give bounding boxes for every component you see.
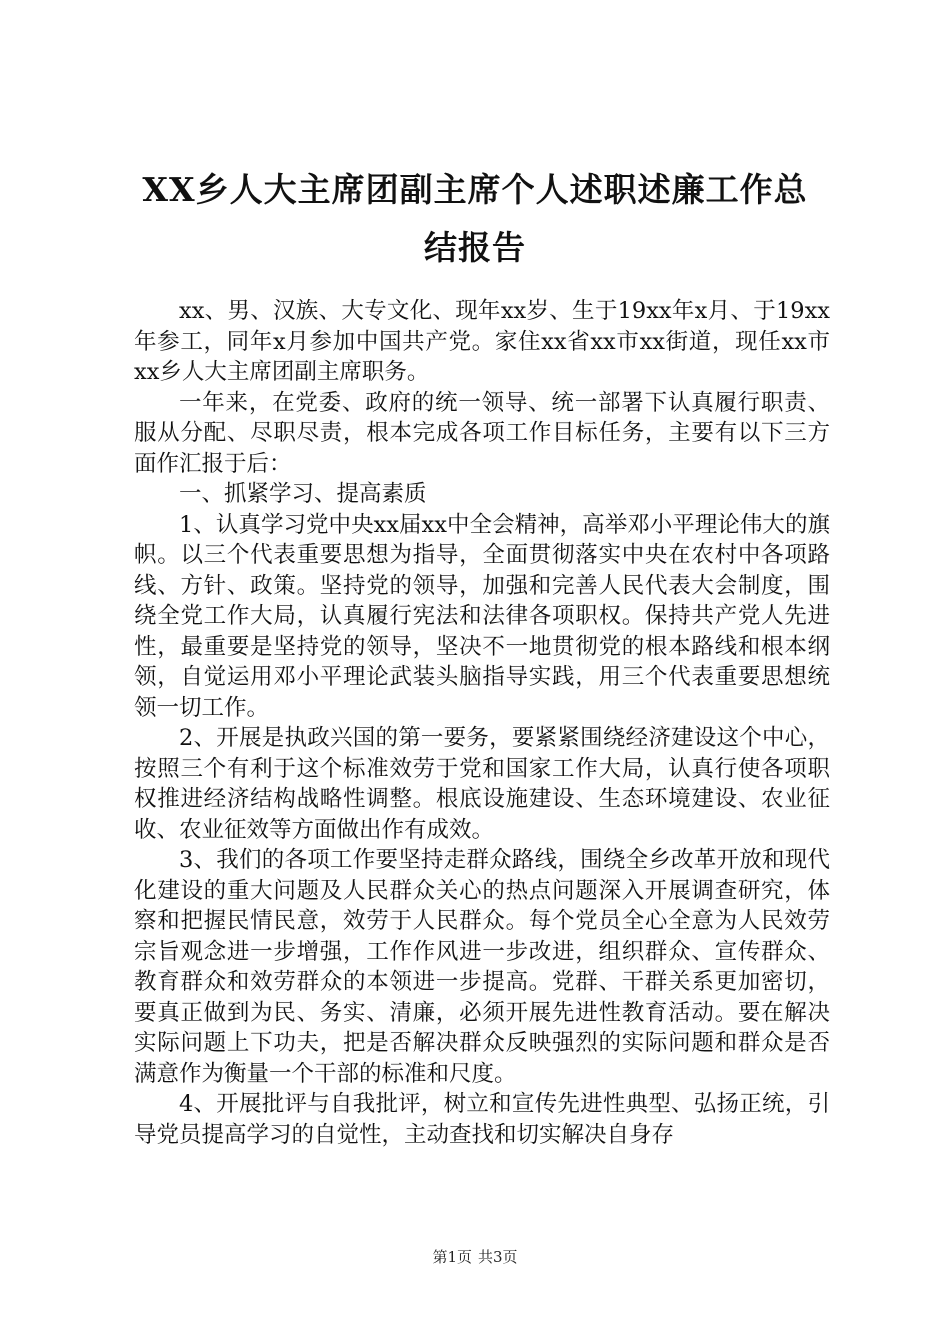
paragraph-personal-info: xx、男、汉族、大专文化、现年xx岁、生于19xx年x月、于19xx年参工，同年x月参加中国共产党。家住xx省xx市xx街道，现任xx市xx乡人大主席团副主席职务。: [134, 298, 830, 385]
section-heading-1: 一、抓紧学习、提高素质: [179, 481, 427, 507]
paragraph-item-3: 3、我们的各项工作要坚持走群众路线，围绕全乡改革开放和现代化建设的重大问题及人民群众关心的热点问题深入开展调查研究，体察和把握民情民意，效劳于人民群众。每个党员全心全意为人民效劳宗旨观念进一步增强，工作作风进一步改进，组织群众、宣传群众、教育群众和效劳群众的本领进一步提高。党群、干群关系更加密切，要真正做到为民、务实、清廉，必须开展先进性教育活动。要在解决实际问题上下功夫，把是否解决群众反映强烈的实际问题和群众是否满意作为衡量一个干部的标准和尺度。: [134, 847, 830, 1087]
page-number-total: 共3页: [478, 1248, 518, 1266]
paragraph-item-1: 1、认真学习党中央xx届xx中全会精神，高举邓小平理论伟大的旗帜。以三个代表重要思想为指导，全面贯彻落实中央在农村中各项路线、方针、政策。坚持党的领导，加强和完善人民代表大会制度，围绕全党工作大局，认真履行宪法和法律各项职权。保持共产党人先进性，最重要是坚持党的领导，坚决不一地贯彻党的根本路线和根本纲领，自觉运用邓小平理论武装头脑指导实践，用三个代表重要思想统领一切工作。: [134, 511, 830, 721]
document-body: [134, 296, 830, 1150]
document-title-line-2: 结报告: [424, 228, 526, 267]
paragraph-overview: 一年来，在党委、政府的统一领导、统一部署下认真履行职责、服从分配、尽职尽责，根本完成各项工作目标任务，主要有以下三方面作汇报于后：: [134, 389, 830, 477]
page-footer: [0, 1246, 950, 1267]
paragraph-item-4: 4、开展批评与自我批评，树立和宣传先进性典型、弘扬正统，引导党员提高学习的自觉性，主动查找和切实解决自身存: [134, 1091, 830, 1148]
document-title-line-1: XX乡人大主席团副主席个人述职述廉工作总: [142, 170, 808, 209]
page-number-current: 第1页: [432, 1248, 472, 1266]
paragraph-item-2: 2、开展是执政兴国的第一要务，要紧紧围绕经济建设这个中心，按照三个有利于这个标准效劳于党和国家工作大局，认真行使各项职权推进经济结构战略性调整。根底设施建设、生态环境建设、农业征收、农业征效等方面做出作有成效。: [134, 725, 830, 843]
